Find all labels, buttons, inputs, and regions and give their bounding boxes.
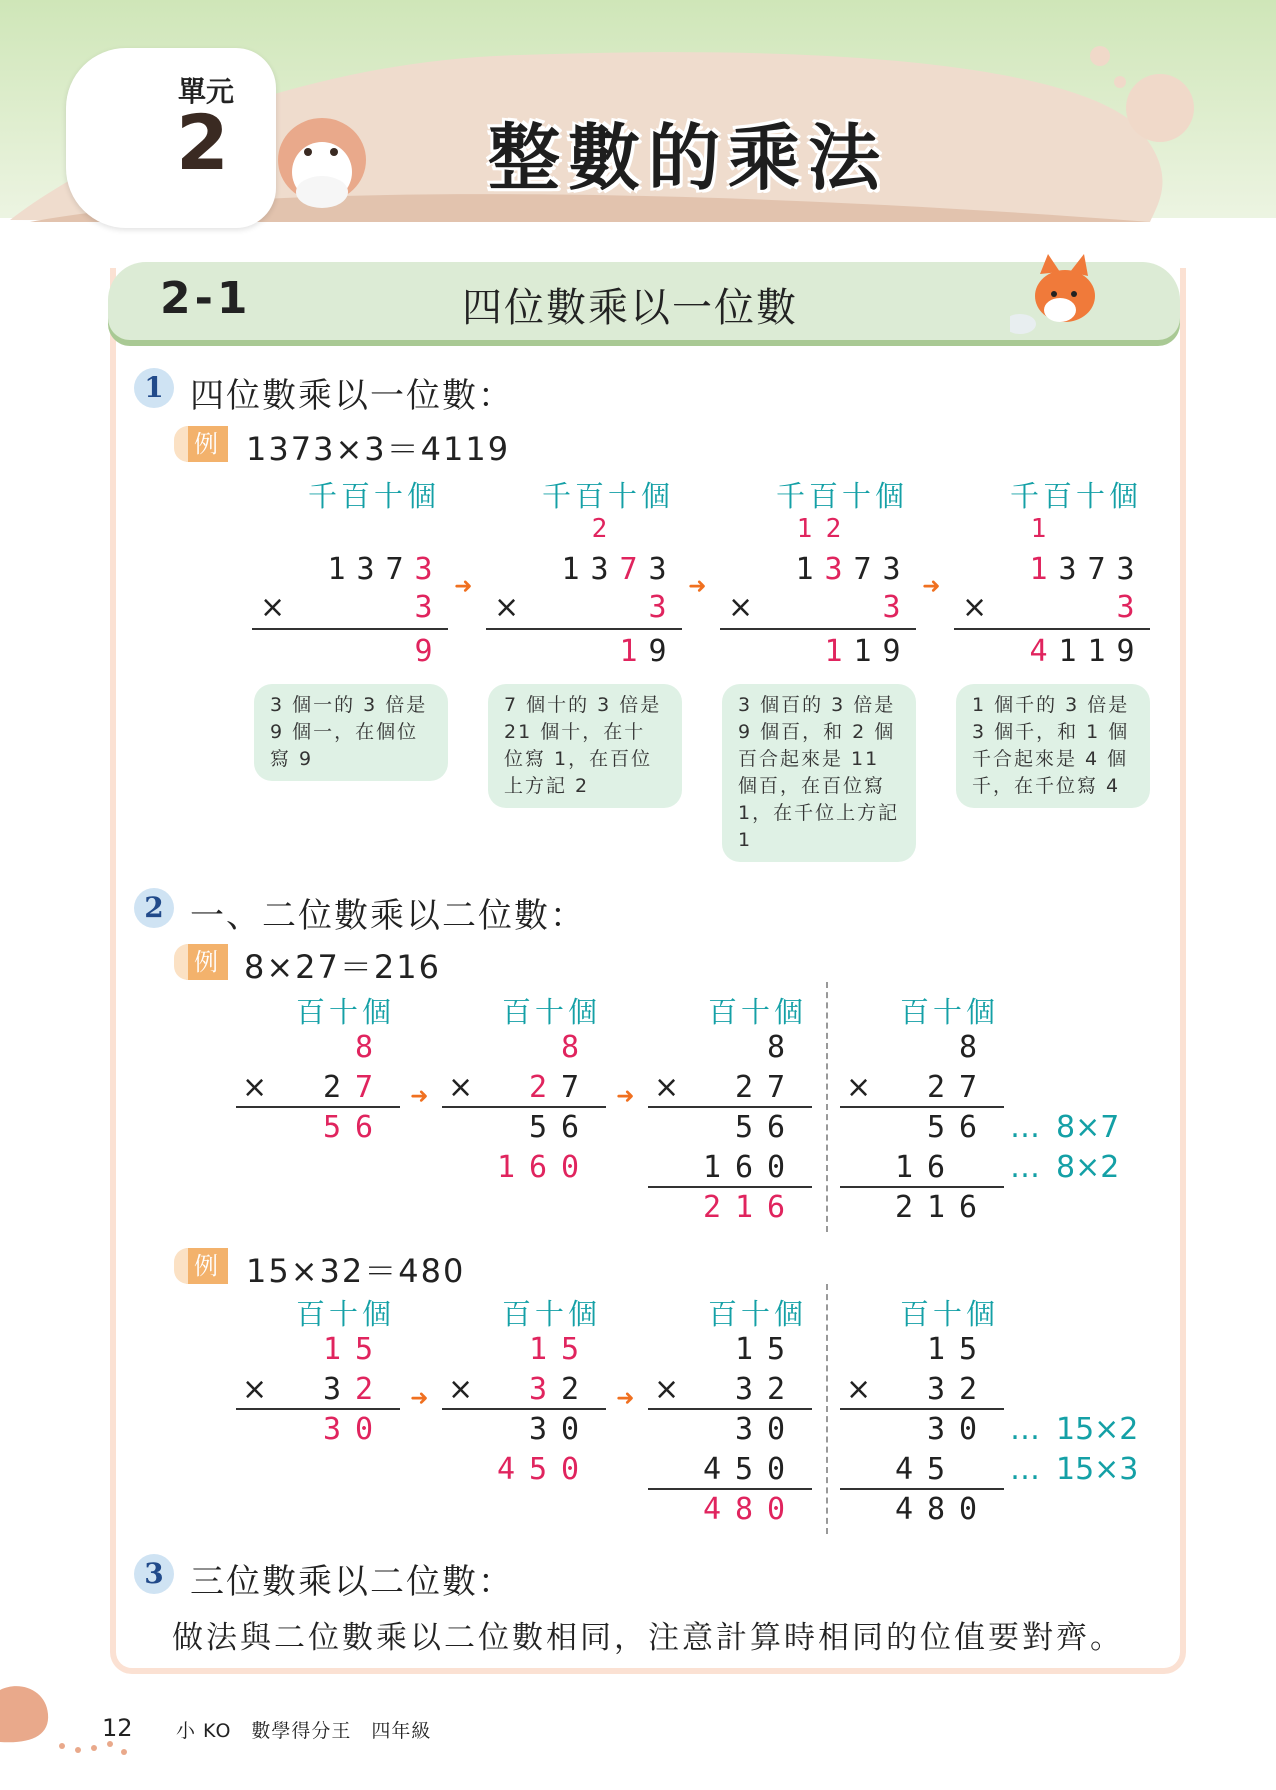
digit: 8 [766,1030,786,1065]
digit: 1 [322,1332,342,1367]
digit: 7 [619,552,638,587]
digit: 3 [322,1372,342,1407]
example3-times-1: × [448,1372,474,1407]
example2-annot-2: 8×2 [1056,1150,1120,1185]
digit: 1 [528,1332,548,1367]
example3-partial2-2 [696,1452,792,1487]
digit: 0 [560,1452,580,1487]
example3-partial2-3 [888,1452,952,1487]
section-number: 2-1 [160,273,252,324]
digit: 2 [322,1070,342,1105]
digit: 2 [958,1372,978,1407]
example3-annot-2: 15×3 [1056,1452,1139,1487]
example3-times-3: × [846,1372,872,1407]
example3-partial1-3 [920,1412,984,1447]
unit-number: 2 [176,98,229,187]
digit: 9 [1116,634,1135,669]
digit: 7 [958,1070,978,1105]
ex1-place-header-3: 千百十個 [1010,479,1143,513]
topic-1-badge: 1 [134,368,174,408]
digit: 3 [356,552,375,587]
example2-dots-1: … [1010,1110,1040,1145]
example3-multiplicand-2 [728,1332,792,1367]
digit: 6 [766,1110,786,1145]
ex1-times-1: × [494,590,520,625]
example3-partial1-1 [522,1412,586,1447]
topic-1-title: 四位數乘以一位數： [190,376,514,416]
ex1-carry-3 [1024,514,1140,544]
unit-label: 單元 [178,75,235,108]
ex1-place-header-0: 千百十個 [308,479,441,513]
digit: 3 [528,1412,548,1447]
digit: 0 [958,1492,978,1527]
digit: 1 [1058,634,1077,669]
example2-multiplicand-3 [952,1030,984,1065]
example2-result-2 [696,1190,792,1225]
example3-place-header-1: 百十個 [502,1297,602,1331]
digit: 1 [853,634,872,669]
ex1-result-1 [614,634,672,669]
digit: 5 [958,1332,978,1367]
example2-partial1-2 [728,1110,792,1145]
example2-arrow-1-icon: ➜ [616,1084,635,1109]
digit: 1 [1029,552,1048,587]
example-3-tag: 例 [184,1248,228,1284]
topic-2-badge: 2 [134,888,174,928]
example3-rule-3 [840,1408,1004,1410]
digit: 3 [734,1412,754,1447]
ex1-arrow-1-icon: ➜ [688,574,707,599]
digit: 9 [648,634,667,669]
digit: 3 [1116,552,1135,587]
digit: 5 [926,1110,946,1145]
digit: 2 [560,1372,580,1407]
ex1-place-header-2: 千百十個 [776,479,909,513]
example3-rule-2 [648,1408,812,1410]
digit: 0 [354,1412,374,1447]
digit: 1 [894,1150,914,1185]
digit: 2 [702,1190,722,1225]
example2-rule-3 [840,1106,1004,1108]
digit: 4 [496,1452,516,1487]
digit: 3 [590,552,609,587]
digit: 0 [766,1150,786,1185]
digit: 1 [561,552,580,587]
example3-arrow-0-icon: ➜ [410,1386,429,1411]
example3-dots-2: … [1010,1452,1040,1487]
ex1-note-3: 1 個千的 3 倍是 3 個千，和 1 個千合起來是 4 個千，在千位寫 4 [956,684,1150,808]
digit: 1 [1087,634,1106,669]
example2-rule2-2 [648,1186,812,1188]
example3-place-header-3: 百十個 [900,1297,1000,1331]
example2-multiplicand-1 [554,1030,586,1065]
digit: 6 [958,1190,978,1225]
digit: 3 [528,1372,548,1407]
ex1-arrow-0-icon: ➜ [454,574,473,599]
digit: 6 [926,1150,946,1185]
example2-rule2-3 [840,1186,1004,1188]
topic-3-title: 三位數乘以二位數： [190,1562,514,1602]
digit: 4 [894,1492,914,1527]
example2-multiplier-3 [920,1070,984,1105]
example2-multiplier-1 [522,1070,586,1105]
ex1-result-0 [409,634,438,669]
digit: 8 [958,1030,978,1065]
example2-partial1-3 [920,1110,984,1145]
example2-dots-2: … [1010,1150,1040,1185]
digit: 3 [1058,552,1077,587]
example3-place-header-2: 百十個 [708,1297,808,1331]
unit-card [66,48,276,228]
page-number: 12 [102,1714,133,1742]
example3-partial2-1 [490,1452,586,1487]
digit: 9 [882,634,901,669]
digit: 1 [926,1332,946,1367]
digit: 5 [926,1452,946,1487]
example2-partial2-3 [888,1150,952,1185]
ex1-rule-3 [954,628,1150,630]
digit: 6 [560,1110,580,1145]
digit: 4 [1029,634,1048,669]
digit: 5 [734,1110,754,1145]
example2-rule-0 [236,1106,400,1108]
example3-multiplicand-1 [522,1332,586,1367]
digit: 3 [882,552,901,587]
digit: 0 [560,1412,580,1447]
example3-partial1-2 [728,1412,792,1447]
example3-result-2 [696,1492,792,1527]
example2-place-header-0: 百十個 [296,995,396,1029]
ex1-arrow-2-icon: ➜ [922,574,941,599]
example-2-tag: 例 [184,944,228,980]
example3-dots-1: … [1010,1412,1040,1447]
fox-mascot-icon [1010,254,1100,334]
carry-digit: 1 [796,514,813,544]
digit: 2 [354,1372,374,1407]
ex1-note-2: 3 個百的 3 倍是 9 個百，和 2 個百合起來是 11 個百，在百位寫 1，在千位上方記 1 [722,684,916,862]
book-title: 小 KO 數學得分王 四年級 [176,1720,432,1742]
example3-rule2-3 [840,1488,1004,1490]
example3-rule-1 [442,1408,606,1410]
ex1-times-2: × [728,590,754,625]
example3-arrow-1-icon: ➜ [616,1386,635,1411]
digit: 0 [560,1150,580,1185]
digit: 7 [560,1070,580,1105]
ex1-result-3 [1024,634,1140,669]
digit: 5 [766,1332,786,1367]
digit: 1 [734,1190,754,1225]
digit: 1 [734,1332,754,1367]
example3-multiplier-0 [316,1372,380,1407]
example2-place-header-1: 百十個 [502,995,602,1029]
ex1-times-0: × [260,590,286,625]
digit: 2 [528,1070,548,1105]
carry-digit: 1 [1030,514,1047,544]
digit: 8 [734,1492,754,1527]
digit: 4 [702,1492,722,1527]
digit: 3 [322,1412,342,1447]
example2-partial1-1 [522,1110,586,1145]
hamster-mascot-icon [272,100,372,210]
example-1-equation: 1373×3＝4119 [246,430,511,468]
example2-divider [826,982,828,1232]
example3-rule-0 [236,1408,400,1410]
digit: 6 [528,1150,548,1185]
digit: 7 [853,552,872,587]
example-3-equation: 15×32＝480 [246,1252,466,1290]
page-title: 整數的乘法 [488,116,889,200]
example3-multiplicand-3 [920,1332,984,1367]
ex1-rule-1 [486,628,682,630]
digit: 7 [766,1070,786,1105]
example3-partial1-0 [316,1412,380,1447]
digit: 7 [354,1070,374,1105]
example3-rule2-2 [648,1488,812,1490]
ex1-note-0: 3 個一的 3 倍是 9 個一，在個位寫 9 [254,684,448,781]
digit: 5 [734,1452,754,1487]
digit: 6 [958,1110,978,1145]
topic-2-title: 一、二位數乘以二位數： [190,896,586,936]
example3-times-2: × [654,1372,680,1407]
topic-3-badge: 3 [134,1554,174,1594]
digit: 0 [766,1452,786,1487]
carry-digit: 2 [591,514,608,544]
ex1-multiplicand-1 [556,552,672,587]
digit: 2 [734,1070,754,1105]
digit: 3 [414,552,433,587]
digit: 9 [414,634,433,669]
digit: 5 [354,1332,374,1367]
digit: 2 [894,1190,914,1225]
digit: 4 [702,1452,722,1487]
digit: 7 [1087,552,1106,587]
digit: 3 [926,1372,946,1407]
digit: 3 [414,590,433,625]
ex1-place-header-1: 千百十個 [542,479,675,513]
digit: 6 [766,1190,786,1225]
digit: 1 [926,1190,946,1225]
section-title: 四位數乘以一位數 [462,285,798,331]
ex1-multiplier-2 [877,590,906,625]
example2-place-header-3: 百十個 [900,995,1000,1029]
example2-arrow-0-icon: ➜ [410,1084,429,1109]
ex1-times-3: × [962,590,988,625]
digit: 8 [560,1030,580,1065]
digit: 3 [824,552,843,587]
ex1-carry-2 [790,514,906,544]
example2-multiplier-0 [316,1070,380,1105]
digit: 0 [766,1492,786,1527]
digit: 5 [322,1110,342,1145]
digit: 1 [327,552,346,587]
digit: 1 [619,634,638,669]
example3-multiplier-3 [920,1372,984,1407]
ex1-multiplicand-2 [790,552,906,587]
carry-digit: 2 [825,514,842,544]
example2-multiplier-2 [728,1070,792,1105]
example2-result-3 [888,1190,984,1225]
example2-times-3: × [846,1070,872,1105]
example2-multiplicand-2 [760,1030,792,1065]
digit: 1 [824,634,843,669]
example-1-tag: 例 [184,426,228,462]
ex1-multiplier-0 [409,590,438,625]
digit: 3 [648,552,667,587]
digit: 3 [648,590,667,625]
digit: 8 [926,1492,946,1527]
digit: 5 [560,1332,580,1367]
example3-multiplier-1 [522,1372,586,1407]
example2-rule-1 [442,1106,606,1108]
example2-partial2-2 [696,1150,792,1185]
example2-times-2: × [654,1070,680,1105]
example2-multiplicand-0 [348,1030,380,1065]
digit: 3 [926,1412,946,1447]
example-2-equation: 8×27＝216 [244,948,441,986]
digit: 3 [882,590,901,625]
ex1-multiplier-3 [1111,590,1140,625]
ex1-carry-1 [556,514,672,544]
digit: 2 [926,1070,946,1105]
example2-partial1-0 [316,1110,380,1145]
digit: 5 [528,1110,548,1145]
example3-divider [826,1284,828,1534]
ex1-note-1: 7 個十的 3 倍是 21 個十，在十位寫 1，在百位上方記 2 [488,684,682,808]
example2-times-0: × [242,1070,268,1105]
digit: 0 [766,1412,786,1447]
digit: 5 [528,1452,548,1487]
digit: 4 [894,1452,914,1487]
example3-multiplicand-0 [316,1332,380,1367]
example3-times-0: × [242,1372,268,1407]
example2-annot-1: 8×7 [1056,1110,1120,1145]
digit: 6 [734,1150,754,1185]
method-text: 做法與二位數乘以二位數相同，注意計算時相同的位值要對齊。 [172,1620,1124,1656]
example2-rule-2 [648,1106,812,1108]
digit: 8 [354,1030,374,1065]
digit: 1 [795,552,814,587]
example2-partial2-1 [490,1150,586,1185]
ex1-multiplicand-3 [1024,552,1140,587]
digit: 3 [734,1372,754,1407]
ex1-rule-0 [252,628,448,630]
ex1-rule-2 [720,628,916,630]
example2-times-1: × [448,1070,474,1105]
ex1-multiplier-1 [643,590,672,625]
digit: 1 [702,1150,722,1185]
ex1-result-2 [819,634,906,669]
example3-result-3 [888,1492,984,1527]
digit: 1 [496,1150,516,1185]
example3-place-header-0: 百十個 [296,1297,396,1331]
digit: 0 [958,1412,978,1447]
example3-annot-1: 15×2 [1056,1412,1139,1447]
digit: 2 [766,1372,786,1407]
example3-multiplier-2 [728,1372,792,1407]
digit: 6 [354,1110,374,1145]
example2-place-header-2: 百十個 [708,995,808,1029]
ex1-multiplicand-0 [322,552,438,587]
digit: 3 [1116,590,1135,625]
digit: 7 [385,552,404,587]
